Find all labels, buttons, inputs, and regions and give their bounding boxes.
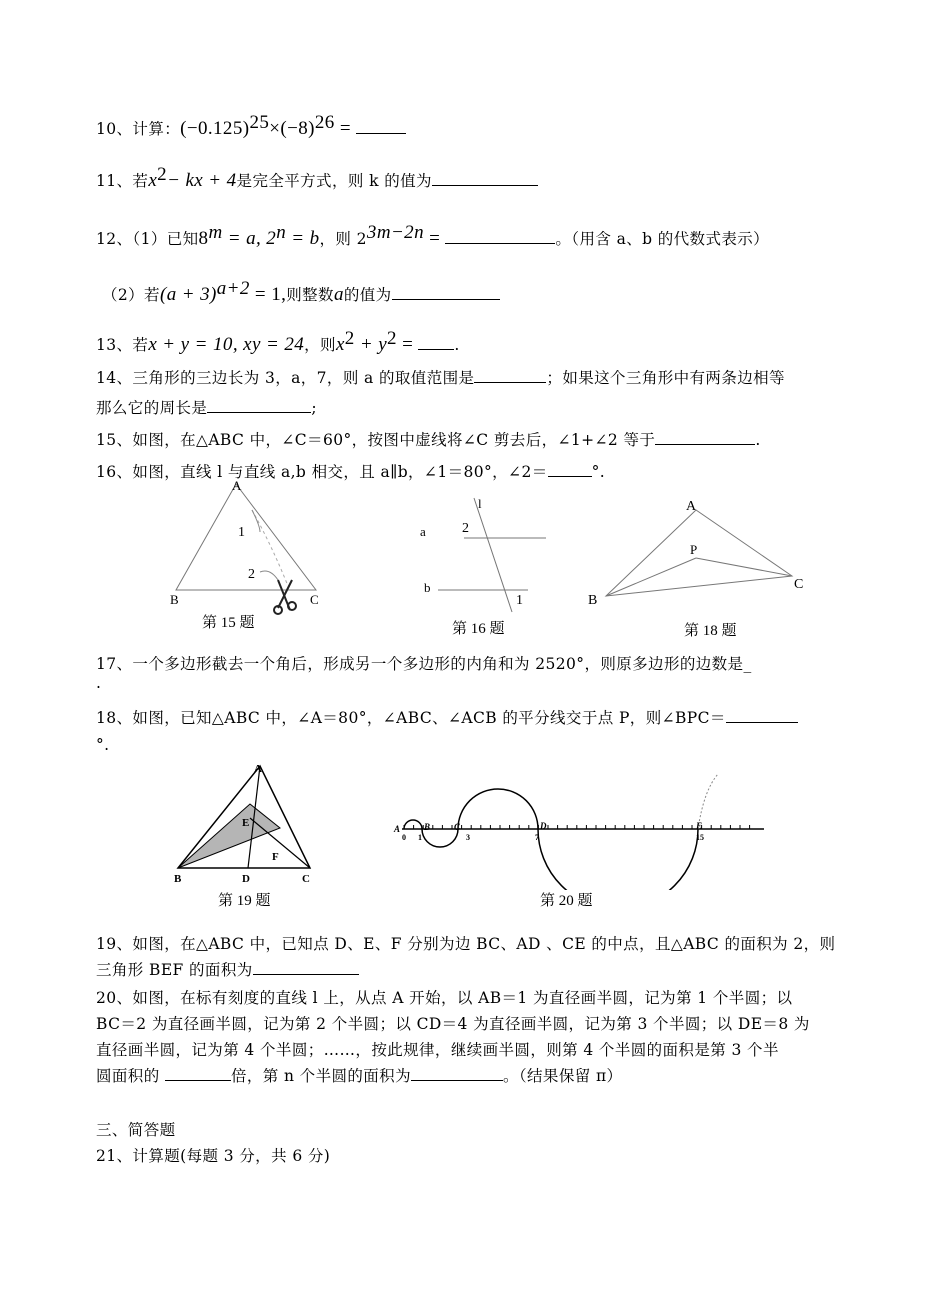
- q13-post: .: [454, 336, 460, 355]
- q13-exp1: 2: [344, 328, 355, 349]
- question-11: [96, 164, 538, 192]
- question-18: [96, 706, 798, 728]
- q14-text1: 14、三角形的三边长为 3，a，7，则 a 的取值范围是: [96, 369, 475, 387]
- figure-19: [168, 756, 318, 886]
- fig15-label-B: B: [170, 592, 179, 607]
- q12b-post: 则整数: [286, 286, 334, 305]
- q18-eq: ＝: [709, 709, 726, 727]
- figure-18: [586, 494, 816, 612]
- q12b-post2: 的值为: [343, 286, 392, 305]
- q12b-label: （2）若: [102, 286, 160, 305]
- q18-answer-blank[interactable]: [726, 713, 798, 723]
- question-20-line1: [96, 986, 792, 1008]
- q12a-answer-blank[interactable]: [445, 229, 555, 244]
- fig16-angle-1: 1: [516, 593, 523, 608]
- q14-text2b: ;: [311, 399, 317, 417]
- question-10: [96, 112, 406, 140]
- q11-var: x: [148, 170, 158, 192]
- fig19-label-A: A: [254, 763, 262, 775]
- q16-answer-blank[interactable]: [548, 467, 592, 477]
- q20-ratio-blank[interactable]: [165, 1066, 231, 1081]
- fig18-label-C: C: [794, 577, 804, 592]
- q13-answer-blank[interactable]: [418, 335, 454, 350]
- q12b-answer-blank[interactable]: [392, 285, 500, 300]
- scissors-icon: [274, 580, 296, 614]
- q14-text2: 那么它的周长是: [96, 399, 208, 417]
- question-19-line1: [96, 932, 835, 954]
- q14-text1b: ；如果这个三角形中有两条边相等: [546, 369, 785, 387]
- q17-text: 17、一个多边形截去一个角后，形成另一个多边形的内角和为 2520°，则原多边形的边数是_: [96, 655, 752, 673]
- fig20-num-15: 15: [696, 833, 704, 842]
- q10-answer-blank[interactable]: [356, 119, 406, 134]
- figure-16: [412, 494, 562, 614]
- q12a-eq: =: [423, 228, 446, 250]
- fig20-label-E: E: [696, 821, 703, 831]
- question-18-cont: [96, 736, 109, 754]
- q12a-exp2: n: [276, 222, 287, 243]
- question-20-line4: [96, 1064, 622, 1086]
- q11-answer-blank[interactable]: [432, 171, 538, 186]
- fig19-label-E: E: [242, 817, 250, 829]
- q20-text4a: 圆面积的: [96, 1067, 165, 1085]
- q11-rest: − kx + 4: [167, 170, 237, 192]
- q13-exp2: 2: [387, 328, 397, 349]
- q13-eq: =: [396, 334, 419, 356]
- q18-text: 18、如图，已知△ABC 中，∠A＝80°，∠ABC、∠ACB 的平分线交于点 P，则∠BPC: [96, 709, 710, 727]
- fig16-caption: 第 16 题: [452, 621, 505, 637]
- fig20-label-B: B: [424, 822, 431, 832]
- fig15-label-C: C: [310, 592, 319, 607]
- q20-area-blank[interactable]: [411, 1066, 503, 1081]
- q20-text1: 20、如图，在标有刻度的直线 l 上，从点 A 开始，以 AB＝1 为直径画半圆，记为第 1 个半圆；以: [96, 989, 793, 1007]
- fig15-angle-1: 1: [238, 525, 245, 540]
- fig15-angle-2: 2: [248, 567, 255, 582]
- q12a-exp1: m: [208, 222, 223, 243]
- q10-exp2: 26: [314, 112, 335, 133]
- q13-expr: x + y = 10, xy = 24: [148, 334, 305, 356]
- q20-text4b: 倍，第 n 个半圆的面积为: [230, 1067, 411, 1085]
- q21-text: 21、计算题(每题 3 分，共 6 分): [96, 1147, 331, 1165]
- fig16-angle-2: 2: [462, 521, 469, 536]
- fig15-caption: 第 15 题: [202, 615, 255, 631]
- fig20-num-0: 0: [402, 833, 406, 842]
- q19-text2: 三角形 BEF 的面积为: [96, 961, 253, 979]
- figure-15: [160, 476, 340, 626]
- q20-text2: BC＝2 为直径画半圆，记为第 2 个半圆；以 CD＝4 为直径画半圆，记为第 3 个半圆；以 DE＝8 为: [96, 1015, 810, 1033]
- q12a-rest1: = a, 2: [222, 228, 277, 250]
- fig18-label-B: B: [588, 593, 598, 608]
- q13-label: 13、若: [96, 336, 149, 355]
- q10-mid: ×(−8): [269, 118, 315, 140]
- q19-text1: 19、如图，在△ABC 中，已知点 D、E、F 分别为边 BC、AD 、CE 的中点，且△ABC 的面积为 2，则: [96, 935, 836, 953]
- q11-label: 11、若: [96, 172, 149, 191]
- q10-exp1: 25: [249, 112, 270, 133]
- q10-eq: =: [334, 118, 357, 140]
- fig19-caption: 第 19 题: [218, 893, 271, 909]
- q12a-base: 8: [198, 228, 209, 250]
- q11-exp: 2: [157, 164, 168, 185]
- question-14-line2: [96, 396, 317, 418]
- question-20-line3: [96, 1038, 779, 1060]
- question-17-cont: [96, 674, 101, 692]
- question-19-line2: [96, 958, 359, 980]
- fig18-label-A: A: [686, 499, 697, 514]
- fig19-label-D: D: [242, 873, 250, 885]
- q14-perimeter-blank[interactable]: [207, 398, 311, 413]
- q19-answer-blank[interactable]: [253, 960, 359, 975]
- question-13: [96, 328, 460, 356]
- q18-cont: °.: [96, 736, 110, 754]
- q12a-label: 12、（1）已知: [96, 230, 199, 249]
- question-15: [96, 428, 761, 450]
- figure-20: [392, 770, 772, 890]
- fig16-label-a: a: [420, 524, 426, 539]
- q10-expr: (−0.125): [180, 118, 250, 140]
- question-20-line2: [96, 1012, 810, 1034]
- q12b-var: a: [333, 284, 344, 306]
- q20-text3: 直径画半圆，记为第 4 个半圆；……，按此规律，继续画半圆，则第 4 个半圆的面积是第 3 个半: [96, 1041, 779, 1059]
- fig20-num-3: 3: [466, 833, 470, 842]
- fig19-label-C: C: [302, 873, 310, 885]
- fig20-num-1: 1: [418, 833, 422, 842]
- q16-eq: ＝: [531, 463, 548, 481]
- q12b-rest: = 1,: [249, 284, 287, 306]
- q12a-rest2: = b: [286, 228, 320, 250]
- q12a-post: 。（用含 a、b 的代数式表示）: [555, 230, 770, 249]
- section-3-title: [96, 1118, 176, 1140]
- q11-post: 是完全平方式，则 k 的值为: [236, 172, 432, 191]
- fig20-label-A: A: [394, 824, 401, 834]
- q16-post: °.: [591, 463, 606, 481]
- q15-answer-blank[interactable]: [655, 430, 755, 445]
- question-12-part2: [102, 278, 500, 306]
- question-14-line1: [96, 366, 785, 388]
- fig20-label-D: D: [540, 821, 547, 831]
- fig19-label-F: F: [272, 851, 279, 863]
- fig18-caption: 第 18 题: [684, 623, 737, 639]
- q20-text4c: 。（结果保留 π）: [502, 1067, 623, 1085]
- question-12-part1: [96, 222, 769, 250]
- q15-text: 15、如图，在△ABC 中，∠C＝60°，按图中虚线将∠C 剪去后，∠1+∠2 等于: [96, 431, 656, 449]
- q10-label: 10、计算：: [96, 120, 181, 139]
- fig16-label-b: b: [424, 580, 431, 595]
- question-17: [96, 652, 752, 674]
- q12b-expr: (a + 3): [159, 284, 217, 306]
- question-21: [96, 1144, 330, 1166]
- q13-var1: x: [335, 334, 345, 356]
- q13-var2: + y: [354, 334, 388, 356]
- q13-mid: ，则: [304, 336, 336, 355]
- q12b-exp: a+2: [216, 278, 250, 299]
- q14-range-blank[interactable]: [474, 368, 546, 383]
- fig15-label-A: A: [232, 478, 242, 493]
- q16-text: 16、如图，直线 l 与直线 a,b 相交，且 a∥b，∠1＝80°，∠2: [96, 463, 532, 481]
- fig19-label-B: B: [174, 873, 182, 885]
- q12a-mid: ，则 2: [319, 230, 367, 249]
- q17-cont: .: [96, 674, 102, 692]
- fig20-caption: 第 20 题: [540, 893, 593, 909]
- fig16-label-l: l: [478, 496, 482, 511]
- q12a-exp3: 3m−2n: [366, 222, 424, 243]
- fig20-num-7: 7: [535, 833, 539, 842]
- section3-title-text: 三、简答题: [96, 1121, 176, 1139]
- fig18-label-P: P: [690, 542, 698, 557]
- q15-post: .: [755, 431, 761, 449]
- fig20-label-C: C: [454, 822, 461, 832]
